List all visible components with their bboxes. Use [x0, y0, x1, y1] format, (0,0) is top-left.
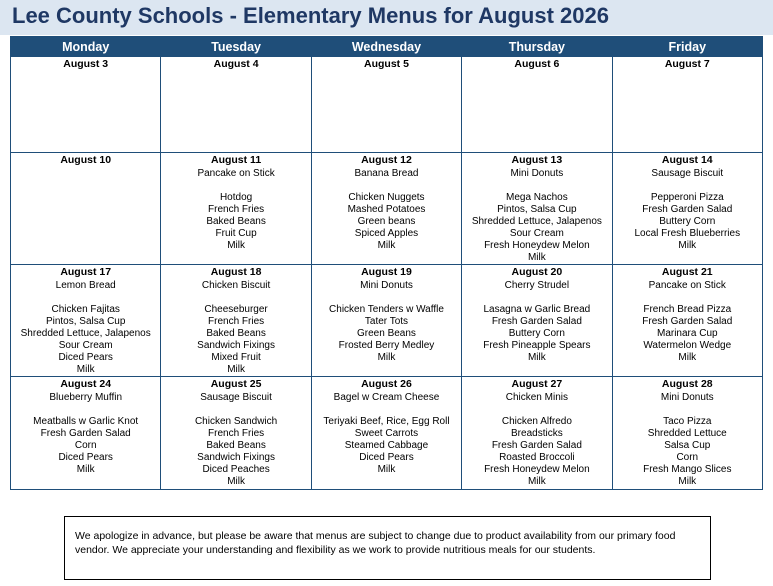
lunch-item: Buttery Corn	[659, 216, 716, 227]
week-row	[11, 265, 763, 377]
breakfast-item: Lemon Bread	[55, 280, 116, 291]
lunch-item: Chicken Alfredo	[501, 416, 572, 427]
lunch-item: Milk	[377, 352, 396, 363]
menu-change-notice	[64, 516, 711, 580]
meal-separator	[312, 404, 461, 416]
lunch-item: Milk	[76, 364, 95, 375]
lunch-item: Fresh Honeydew Melon	[484, 240, 590, 251]
lunch-item: Chicken Sandwich	[194, 416, 278, 427]
day-date: August 21	[661, 266, 713, 278]
lunch-item: Diced Pears	[58, 352, 113, 363]
lunch-item: Sandwich Fixings	[197, 452, 275, 463]
lunch-item: Milk	[527, 252, 546, 263]
lunch-item: Taco Pizza	[663, 416, 712, 427]
day-cell	[462, 57, 612, 153]
lunch-item: Fresh Garden Salad	[642, 204, 733, 215]
meal-separator	[613, 180, 762, 192]
lunch-item: Milk	[678, 352, 697, 363]
lunch-item: Green beans	[357, 216, 416, 227]
breakfast-item: Chicken Minis	[505, 392, 568, 403]
page-title: Lee County Schools - Elementary Menus for August 2026	[12, 3, 609, 28]
day-date: August 3	[63, 58, 109, 70]
day-date: August 7	[664, 58, 710, 70]
lunch-item: Fresh Garden Salad	[642, 316, 733, 327]
lunch-item: Fresh Honeydew Melon	[484, 464, 590, 475]
lunch-item: Chicken Nuggets	[348, 192, 425, 203]
day-cell	[161, 377, 311, 490]
day-cell	[11, 57, 161, 153]
lunch-item: Fresh Garden Salad	[40, 428, 131, 439]
lunch-item: Milk	[377, 464, 396, 475]
day-cell	[462, 377, 612, 490]
lunch-item: Pepperoni Pizza	[650, 192, 724, 203]
lunch-item: Corn	[74, 440, 97, 451]
lunch-item: Spiced Apples	[354, 228, 419, 239]
day-date: August 20	[511, 266, 563, 278]
meal-separator	[312, 292, 461, 304]
day-cell	[462, 153, 612, 265]
lunch-item: French Fries	[208, 316, 265, 327]
week-row	[11, 57, 763, 153]
day-date: August 11	[210, 154, 262, 166]
breakfast-item: Chicken Biscuit	[201, 280, 271, 291]
lunch-item: French Fries	[208, 428, 265, 439]
lunch-item: Green Beans	[357, 328, 416, 339]
weekday-header-row	[11, 37, 763, 57]
breakfast-item: Mini Donuts	[510, 168, 564, 179]
lunch-item: Fresh Garden Salad	[491, 440, 582, 451]
meal-separator	[312, 180, 461, 192]
lunch-item: Sour Cream	[509, 228, 564, 239]
day-date: August 25	[210, 378, 262, 390]
lunch-item: Diced Pears	[359, 452, 414, 463]
lunch-item: Lasagna w Garlic Bread	[483, 304, 591, 315]
lunch-item: Mixed Fruit	[211, 352, 261, 363]
lunch-item: Mashed Potatoes	[347, 204, 426, 215]
week-row	[11, 153, 763, 265]
day-date: August 10	[60, 154, 112, 166]
lunch-item: Diced Pears	[58, 452, 113, 463]
lunch-item: Milk	[678, 240, 697, 251]
lunch-item: French Fries	[208, 204, 265, 215]
lunch-item: Shredded Lettuce, Jalapenos	[20, 328, 151, 339]
breakfast-item: Bagel w Cream Cheese	[333, 392, 440, 403]
weekday-thursday: Thursday	[462, 37, 612, 57]
lunch-item: Shredded Lettuce, Jalapenos	[471, 216, 602, 227]
lunch-item: Milk	[76, 464, 95, 475]
breakfast-item: Banana Bread	[354, 168, 419, 179]
meal-separator	[161, 180, 310, 192]
menu-calendar	[10, 36, 763, 490]
day-cell	[161, 265, 311, 377]
meal-separator	[613, 404, 762, 416]
lunch-item: Fresh Pineapple Spears	[483, 340, 591, 351]
breakfast-item: Pancake on Stick	[648, 280, 726, 291]
notice-text: We apologize in advance, but please be aware that menus are subject to change due to product availability from our primary food vendor. We appreciate your understanding and flexibility as we work to provide nutritious meals for our students.	[75, 530, 676, 556]
lunch-item: Baked Beans	[206, 216, 266, 227]
day-cell	[11, 153, 161, 265]
meal-separator	[161, 404, 310, 416]
lunch-item: Meatballs w Garlic Knot	[33, 416, 139, 427]
lunch-item: Steamed Cabbage	[344, 440, 429, 451]
lunch-item: Tater Tots	[364, 316, 409, 327]
breakfast-item: Pancake on Stick	[197, 168, 275, 179]
lunch-item: Shredded Lettuce	[647, 428, 727, 439]
lunch-item: Milk	[678, 476, 697, 487]
day-cell	[311, 377, 461, 490]
meal-separator	[462, 404, 611, 416]
lunch-item: Milk	[227, 240, 245, 251]
lunch-item: Cheeseburger	[204, 304, 268, 315]
day-cell	[311, 153, 461, 265]
breakfast-item: Sausage Biscuit	[651, 168, 724, 179]
lunch-item: Sour Cream	[58, 340, 113, 351]
day-cell	[612, 153, 762, 265]
lunch-item: Watermelon Wedge	[643, 340, 732, 351]
weekday-tuesday: Tuesday	[161, 37, 311, 57]
meal-separator	[161, 292, 310, 304]
lunch-item: Mega Nachos	[506, 192, 568, 203]
lunch-item: Milk	[527, 352, 546, 363]
day-date: August 26	[361, 378, 412, 390]
day-date: August 28	[661, 378, 713, 390]
title-bar	[0, 0, 773, 35]
meal-separator	[11, 292, 160, 304]
breakfast-item: Sausage Biscuit	[200, 392, 272, 403]
day-cell	[161, 57, 311, 153]
day-cell	[11, 265, 161, 377]
lunch-item: Chicken Tenders w Waffle	[329, 304, 444, 315]
lunch-item: Fresh Garden Salad	[491, 316, 582, 327]
lunch-item: Baked Beans	[206, 440, 266, 451]
day-cell	[612, 377, 762, 490]
day-date: August 13	[511, 154, 563, 166]
meal-separator	[11, 404, 160, 416]
day-date: August 24	[60, 378, 112, 390]
lunch-item: Milk	[227, 476, 245, 487]
lunch-item: Fresh Mango Slices	[643, 464, 732, 475]
lunch-item: Corn	[676, 452, 699, 463]
breakfast-item: Mini Donuts	[660, 392, 714, 403]
day-date: August 18	[210, 266, 262, 278]
breakfast-item: Mini Donuts	[360, 280, 413, 291]
day-cell	[612, 265, 762, 377]
lunch-item: Hotdog	[219, 192, 253, 203]
weekday-friday: Friday	[612, 37, 762, 57]
day-date: August 17	[60, 266, 112, 278]
lunch-item: Diced Peaches	[202, 464, 270, 475]
lunch-item: Pintos, Salsa Cup	[497, 204, 577, 215]
lunch-item: Teriyaki Beef, Rice, Egg Roll	[323, 416, 450, 427]
lunch-item: Frosted Berry Medley	[338, 340, 435, 351]
lunch-item: Milk	[377, 240, 396, 251]
meal-separator	[462, 180, 611, 192]
lunch-item: Chicken Fajitas	[51, 304, 120, 315]
lunch-item: Sandwich Fixings	[197, 340, 275, 351]
weekday-monday: Monday	[11, 37, 161, 57]
lunch-item: Local Fresh Blueberries	[634, 228, 741, 239]
lunch-item: Breadsticks	[511, 428, 563, 439]
day-date: August 19	[361, 266, 412, 278]
meal-separator	[613, 292, 762, 304]
day-cell	[612, 57, 762, 153]
lunch-item: Sweet Carrots	[354, 428, 419, 439]
lunch-item: Pintos, Salsa Cup	[45, 316, 126, 327]
breakfast-item: Blueberry Muffin	[49, 392, 123, 403]
day-date: August 14	[661, 154, 713, 166]
day-cell	[462, 265, 612, 377]
breakfast-item: Cherry Strudel	[504, 280, 570, 291]
lunch-item: French Bread Pizza	[643, 304, 732, 315]
lunch-item: Roasted Broccoli	[499, 452, 575, 463]
day-date: August 5	[364, 58, 409, 70]
weekday-wednesday: Wednesday	[311, 37, 461, 57]
week-row	[11, 377, 763, 490]
lunch-item: Fruit Cup	[215, 228, 257, 239]
day-cell	[11, 377, 161, 490]
lunch-item: Buttery Corn	[508, 328, 565, 339]
lunch-item: Baked Beans	[206, 328, 266, 339]
day-date: August 6	[514, 58, 560, 70]
day-cell	[161, 153, 311, 265]
day-cell	[311, 57, 461, 153]
lunch-item: Marinara Cup	[656, 328, 718, 339]
day-cell	[311, 265, 461, 377]
lunch-item: Milk	[527, 476, 546, 487]
meal-separator	[462, 292, 611, 304]
day-date: August 12	[361, 154, 412, 166]
lunch-item: Salsa Cup	[664, 440, 711, 451]
lunch-item: Milk	[227, 364, 245, 375]
day-date: August 4	[213, 58, 259, 70]
day-date: August 27	[511, 378, 563, 390]
